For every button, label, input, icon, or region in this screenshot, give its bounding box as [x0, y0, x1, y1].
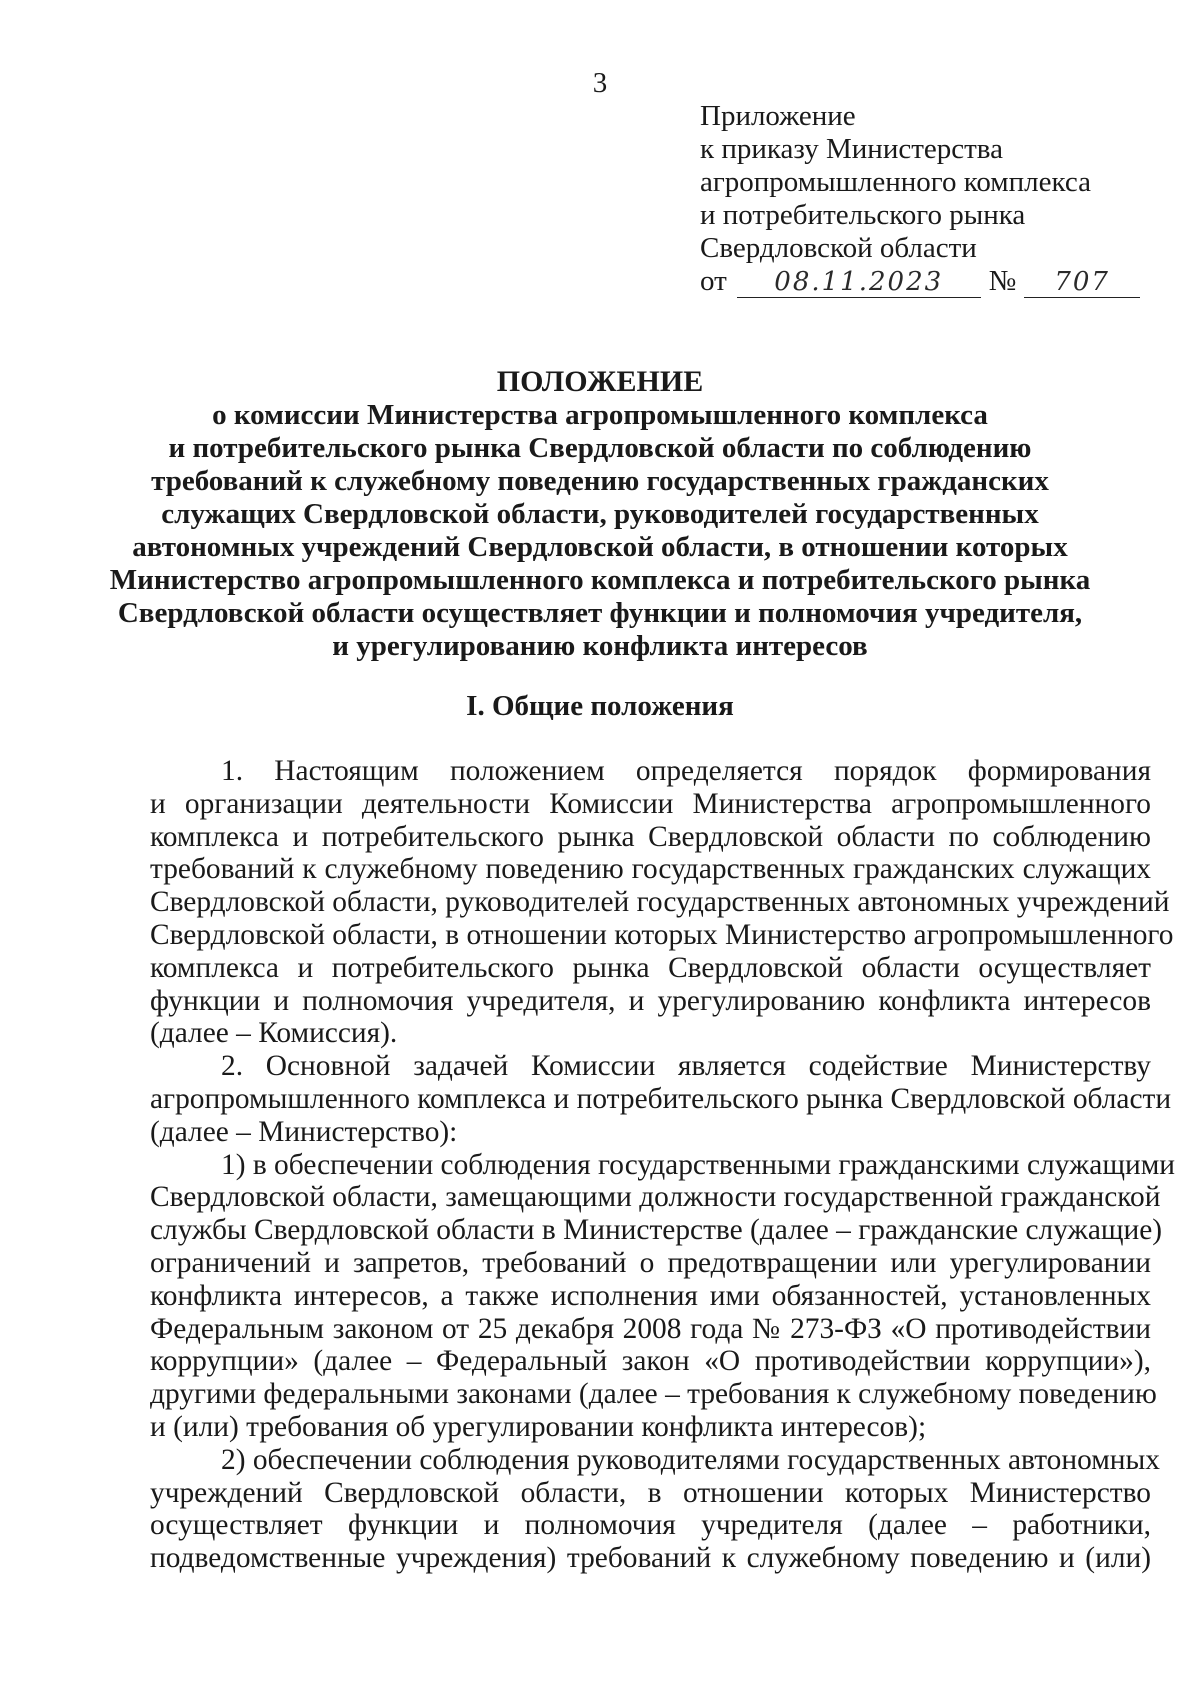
- title-line: о комиссии Министерства агропромышленного комплекса: [212, 399, 988, 431]
- paragraph-1-line: комплекса и потребительского рынка Свердловской области осуществляет: [150, 951, 1151, 984]
- paragraph-1-line: 1. Настоящим положением определяется порядок формирования: [221, 755, 1151, 787]
- subitem-2-line: осуществляет функции и полномочия учредителя (далее – работники,: [150, 1509, 1151, 1542]
- body-text: [150, 755, 1176, 1575]
- subitem-1-line: другими федеральными законами (далее – требования к служебному поведению: [150, 1378, 1157, 1411]
- paragraph-1-line: требований к служебному поведению государственных гражданских служащих: [150, 853, 1151, 886]
- paragraph-2-line: агропромышленного комплекса и потребительского рынка Свердловской области: [150, 1082, 1172, 1115]
- page-number: 3: [592, 67, 608, 99]
- subitem-1-line: Свердловской области, замещающими должности государственной гражданской: [150, 1181, 1161, 1214]
- subitem-1-line: Федеральным законом от 25 декабря 2008 года № 273-ФЗ «О противодействии: [150, 1312, 1151, 1345]
- appendix-block: [700, 100, 1140, 298]
- subitem-2-line: подведомственные учреждения) требований к служебному поведению и (или): [150, 1542, 1151, 1575]
- appendix-line: Приложение: [700, 100, 856, 132]
- title-line: и урегулированию конфликта интересов: [332, 630, 868, 662]
- title-line: требований к служебному поведению государственных гражданских: [151, 465, 1049, 497]
- appendix-line: агропромышленного комплекса: [700, 166, 1091, 198]
- appendix-line: Свердловской области: [700, 232, 977, 264]
- subitem-1-line: ограничений и запретов, требований о предотвращении или урегулировании: [150, 1246, 1151, 1279]
- subitem-1-line: 1) в обеспечении соблюдения государственными гражданскими служащими: [221, 1148, 1176, 1181]
- section-heading: I. Общие положения: [466, 690, 734, 722]
- subitem-1-line: коррупции» (далее – Федеральный закон «О противодействии коррупции»),: [150, 1345, 1151, 1378]
- appendix-line: и потребительского рынка: [700, 199, 1026, 231]
- subitem-2-line: 2) обеспечении соблюдения руководителями государственных автономных: [221, 1443, 1160, 1476]
- handwritten-number: 707: [1024, 267, 1140, 298]
- appendix-line: к приказу Министерства: [700, 133, 1003, 165]
- title-line: автономных учреждений Свердловской области, в отношении которых: [132, 531, 1068, 563]
- paragraph-1-line: Свердловской области, руководителей государственных автономных учреждений: [150, 886, 1170, 919]
- title-line: Министерство агропромышленного комплекса и потребительского рынка: [109, 564, 1091, 596]
- title-main: ПОЛОЖЕНИЕ: [496, 365, 704, 398]
- subitem-2-line: учреждений Свердловской области, в отношении которых Министерство: [150, 1476, 1151, 1509]
- from-label: от: [700, 265, 727, 297]
- subitem-1-line: службы Свердловской области в Министерстве (далее – гражданские служащие): [150, 1214, 1163, 1247]
- subitem-1-line: и (или) требования об урегулировании конфликта интересов);: [150, 1410, 927, 1443]
- handwritten-date: 08.11.2023: [737, 267, 981, 298]
- paragraph-1-line: (далее – Комиссия).: [150, 1017, 398, 1050]
- paragraph-2-line: 2. Основной задачей Комиссии является содействие Министерству: [221, 1050, 1151, 1083]
- paragraph-1-line: комплекса и потребительского рынка Свердловской области по соблюдению: [150, 820, 1151, 853]
- paragraph-1-line: и организации деятельности Комиссии Министерства агропромышленного: [150, 787, 1151, 820]
- number-label: №: [988, 265, 1017, 297]
- title-line: Свердловской области осуществляет функции и полномочия учредителя,: [117, 597, 1083, 629]
- paragraph-1-line: Свердловской области, в отношении которых Министерство агропромышленного: [150, 918, 1174, 951]
- paragraph-1-line: функции и полномочия учредителя, и урегулированию конфликта интересов: [150, 984, 1151, 1017]
- title-line: служащих Свердловской области, руководителей государственных: [161, 498, 1039, 530]
- order-date-number-line: [700, 265, 1140, 298]
- subitem-1-line: конфликта интересов, а также исполнения ими обязанностей, установленных: [150, 1279, 1151, 1312]
- document-title: [100, 365, 1100, 663]
- paragraph-2-line: (далее – Министерство):: [150, 1115, 458, 1148]
- title-line: и потребительского рынка Свердловской области по соблюдению: [168, 432, 1032, 464]
